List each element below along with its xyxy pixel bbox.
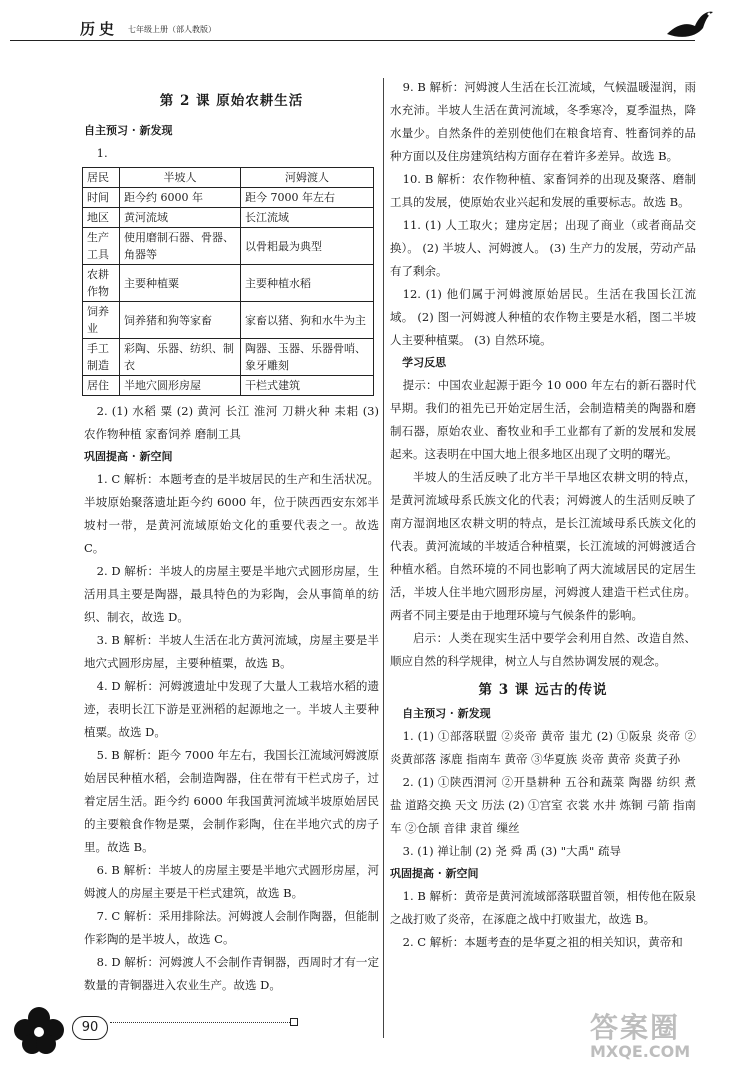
answer-item: 1. C 解析：本题考查的是半坡居民的生产和生活状况。半坡原始聚落遗址距今约 6000 年，位于陕西西安东郊半坡村一带，是黄河流域原始文化的重要代表之一。故选 C。 [84,472,379,555]
table-cell: 半地穴圆形房屋 [120,376,241,396]
answer-item: 2. D 解析：半坡人的房屋主要是半地穴式圆形房屋，生活用具主要是陶器，最具特色的为彩陶，会从事简单的纺织、制衣，故选 D。 [84,564,379,624]
table-cell: 以骨耜最为典型 [241,228,374,265]
reflection-paragraph: 提示：中国农业起源于距今 10 000 年左右的新石器时代早期。我们的祖先已开始定居生活，会制造精美的陶器和磨制石器，原始农业、畜牧业和手工业都有了新的发展和发展起来。这表明在中国大地上很多地区出现了文明的曙光。 [390,378,696,461]
table-cell: 黄河流域 [120,208,241,228]
answer-item: 5. B 解析：距今 7000 年左右，我国长江流域河姆渡原始居民种植水稻，会制造陶器，住在带有干栏式房子，过着定居生活。距今约 6000 年我国黄河流域半坡原始居民的主要粮食作物是粟，会制作彩陶，住在半地穴式的房子里。故选 B。 [84,748,379,854]
lesson3-item: 1. (1) ①部落联盟 ②炎帝 黄帝 蚩尤 (2) ①阪泉 炎帝 ②炎黄部落 涿鹿 指南车 黄帝 ③华夏族 炎帝 黄帝 炎黄子孙 [390,729,696,766]
answer-item: 4. D 解析：河姆渡遗址中发现了大量人工栽培水稻的遗迹，表明长江下游是亚洲稻的起源地之一。半坡人主要种植粟。故选 D。 [84,679,379,739]
answer-item: 9. B 解析：河姆渡人生活在长江流域，气候温暖湿润，雨水充沛。半坡人生活在黄河流域，冬季寒冷，夏季温热，降水量少。自然条件的差别使他们在粮食培育、牲畜饲养的品种方面以及住房建筑结构方面存在着许多差异。故选 B。 [390,80,696,163]
table-cell: 地区 [83,208,120,228]
table-row [83,228,374,265]
table-header-cell: 半坡人 [120,168,241,188]
table-row [83,265,374,302]
table-cell: 时间 [83,188,120,208]
q1-label: 1. [96,146,108,160]
table-cell: 距今 7000 年左右 [241,188,374,208]
table-cell: 家畜以猪、狗和水牛为主 [241,302,374,339]
table-row [83,339,374,376]
answer-item: 3. B 解析：半坡人生活在北方黄河流域，房屋主要是半地穴式圆形房屋，主要种植粟，故选 B。 [84,633,379,670]
table-row [83,188,374,208]
watermark [590,1006,690,1061]
lesson3-preview-heading: 自主预习 · 新发现 [402,707,491,720]
reflection-paragraph: 启示：人类在现实生活中要学会利用自然、改造自然、顺应自然的科学规律，树立人与自然协调发展的观念。 [390,631,696,668]
table-row [83,208,374,228]
answer-item: 12. (1) 他们属于河姆渡原始居民。生活在我国长江流域。 (2) 图一河姆渡人种植的农作物主要是水稻，图二半坡人主要种植粟。 (3) 自然环境。 [390,287,696,347]
table-cell: 居住 [83,376,120,396]
table-header-cell: 河姆渡人 [241,168,374,188]
page-header [0,0,750,48]
comparison-table [82,167,374,396]
page-footer [0,1000,750,1066]
flower-icon [8,1000,70,1062]
table-header-row [83,168,374,188]
footer-dotted-rule [110,1022,290,1023]
lesson2-consolidate-heading: 巩固提高 · 新空间 [84,450,173,463]
table-cell: 生产工具 [83,228,120,265]
table-cell: 使用磨制石器、骨器、角器等 [120,228,241,265]
table-cell: 主要种植水稻 [241,265,374,302]
answer-item: 1. B 解析：黄帝是黄河流域部落联盟首领，相传他在阪泉之战打败了炎帝，在涿鹿之战中打败蚩尤，故选 B。 [390,889,696,926]
column-divider [383,78,384,1038]
lesson3-title: 第 3 课 远古的传说 [478,682,608,698]
q2-answer: 2. (1) 水稻 粟 (2) 黄河 长江 淮河 刀耕火种 耒耜 (3) 农作物种植 家畜饲养 磨制工具 [84,404,379,441]
table-cell: 距今约 6000 年 [120,188,241,208]
table-cell: 饲养猪和狗等家畜 [120,302,241,339]
header-subtitle: 七年级上册（部人教版） [128,25,216,34]
lesson3-item: 3. (1) 禅让制 (2) 尧 舜 禹 (3) "大禹" 疏导 [402,844,621,858]
bird-icon [665,6,715,44]
table-cell: 陶器、玉器、乐器骨哨、象牙雕刻 [241,339,374,376]
answer-item: 6. B 解析：半坡人的房屋主要是半地穴式圆形房屋，河姆渡人的房屋主要是干栏式建筑，故选 B。 [84,863,379,900]
right-column [390,76,696,954]
header-rule [10,40,695,41]
reflection-heading: 学习反思 [402,356,447,369]
watermark-url: MXQE.COM [590,1042,691,1061]
table-header-cell: 居民 [83,168,120,188]
table-row [83,302,374,339]
footer-square-icon [290,1018,298,1026]
table-cell: 彩陶、乐器、纺织、制衣 [120,339,241,376]
lesson3-item: 2. (1) ①陕西渭河 ②开垦耕种 五谷和蔬菜 陶器 纺织 煮盐 道路交换 天文 历法 (2) ①宫室 衣裳 水井 炼铜 弓箭 指南车 ②仓颉 音律 隶首 缫丝 [390,775,696,835]
table-cell: 农耕作物 [83,265,120,302]
page-number: 90 [72,1016,108,1040]
header-subject: 历史 [80,20,119,38]
answer-item: 10. B 解析：农作物种植、家畜饲养的出现及聚落、磨制工具的发展，使原始农业兴起和发展的重要标志。故选 B。 [390,172,696,209]
table-cell: 饲养业 [83,302,120,339]
table-cell: 干栏式建筑 [241,376,374,396]
table-cell: 手工制造 [83,339,120,376]
lesson3-consolidate-heading: 巩固提高 · 新空间 [390,867,479,880]
reflection-paragraph: 半坡人的生活反映了北方半干旱地区农耕文明的特点，是黄河流域母系氏族文化的代表；河姆渡人的生活则反映了南方湿润地区农耕文明的特点，是长江流域母系氏族文化的代表。黄河流域的半坡适合种植粟，长江流域的河姆渡适合种植水稻。自然环境的不同也影响了两大流域居民的定居生活，半坡人住半地穴圆形房屋，河姆渡人建造干栏式住房。两者不同主要是由于地理环境与气候条件的影响。 [390,470,696,622]
answer-item: 8. D 解析：河姆渡人不会制作青铜器，西周时才有一定数量的青铜器进入农业生产。故选 D。 [84,955,379,992]
table-cell: 主要种植粟 [120,265,241,302]
left-column [84,88,379,997]
lesson2-preview-heading: 自主预习 · 新发现 [84,124,173,137]
table-row [83,376,374,396]
answer-item: 7. C 解析：采用排除法。河姆渡人会制作陶器，但能制作彩陶的是半坡人，故选 C。 [84,909,379,946]
answer-item: 2. C 解析：本题考查的是华夏之祖的相关知识，黄帝和 [402,935,683,949]
watermark-text: 答案圈 [590,1011,681,1044]
lesson2-title: 第 2 课 原始农耕生活 [159,93,304,109]
answer-item: 11. (1) 人工取火；建房定居；出现了商业（或者商品交换）。 (2) 半坡人、河姆渡人。 (3) 生产力的发展，劳动产品有了剩余。 [390,218,696,278]
table-cell: 长江流域 [241,208,374,228]
